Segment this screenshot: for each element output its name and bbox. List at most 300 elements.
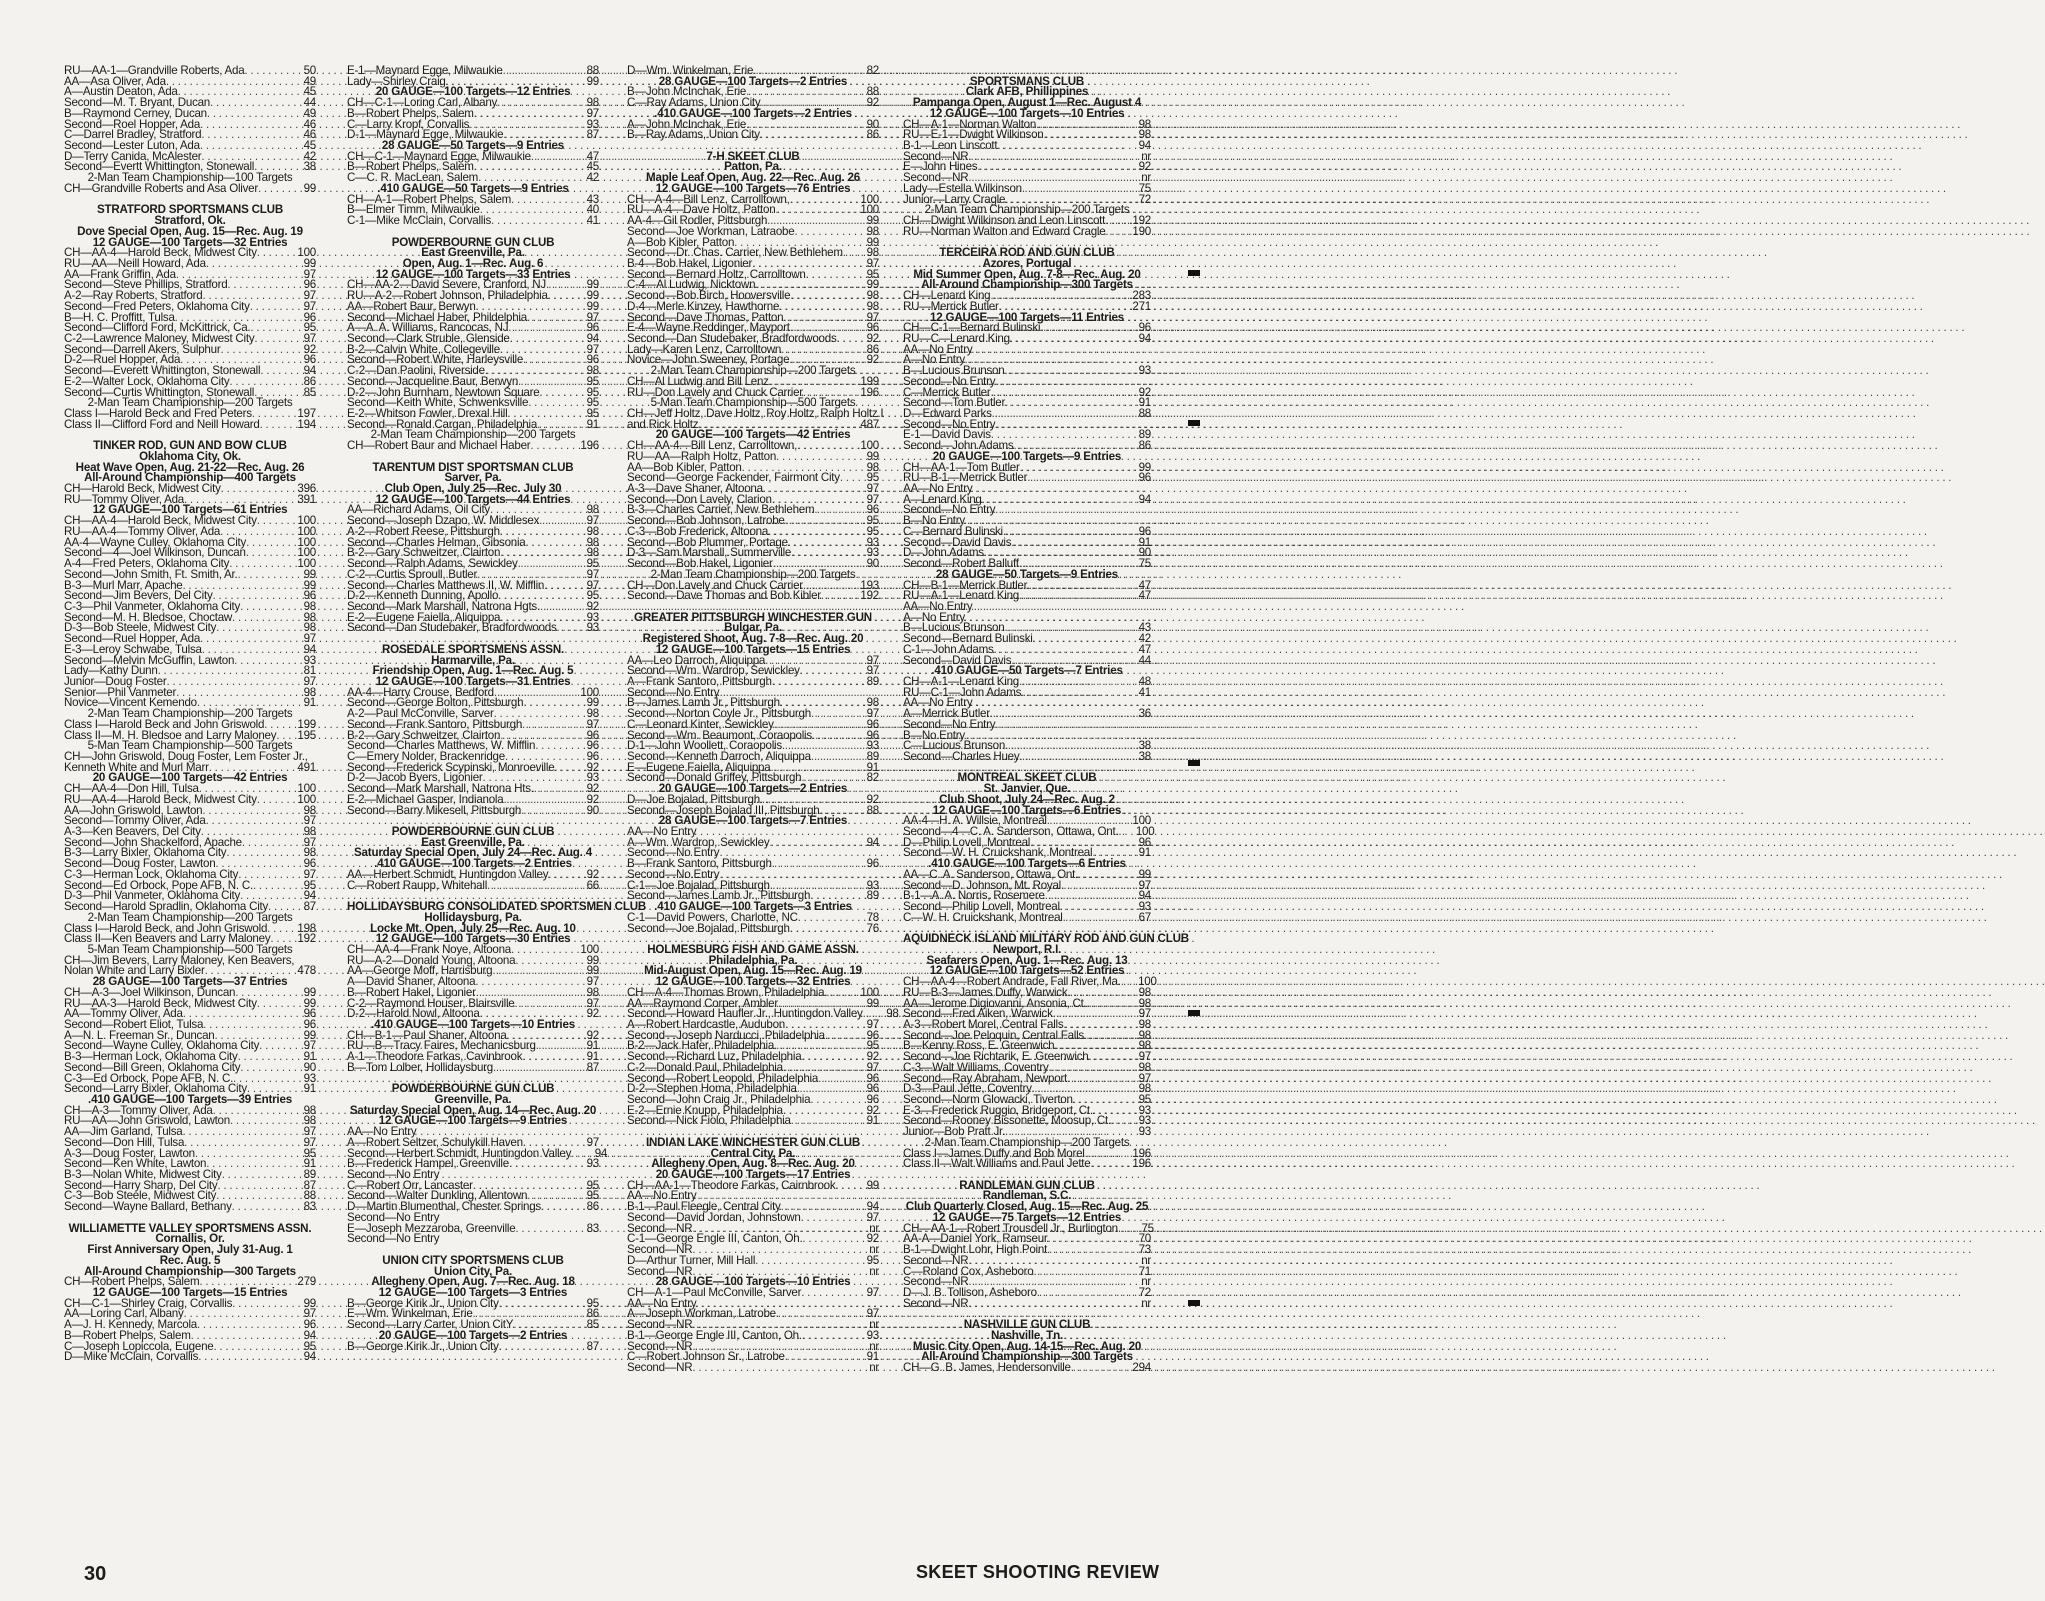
score: 43: [1138, 621, 1151, 635]
score: 87: [586, 128, 599, 142]
score: 96: [866, 857, 879, 871]
shooter-entry: C—Robert Raupp, Whitehall: [347, 878, 488, 892]
score: 87: [303, 900, 316, 914]
shooter-entry: Second—Lester Luton, Ada: [64, 139, 200, 153]
score: 99: [586, 278, 599, 292]
score: 98: [586, 535, 599, 549]
shooter-entry: Second—Barry Mikesell, Pittsburgh: [347, 803, 522, 817]
result-row: [347, 216, 599, 227]
shooter-entry: B-2—Gary Schweitzer, Clairton: [347, 546, 501, 560]
score: 96: [303, 1007, 316, 1021]
shooter-entry: E—Eugene Faiella, Aliquippa: [627, 760, 771, 774]
score: 73: [1138, 1243, 1151, 1257]
shooter-entry: D-2—Jacob Byers, Ligonier: [347, 771, 483, 785]
shooter-entry: C—Bernard Bulinski: [903, 524, 1003, 538]
score: 97: [1138, 1007, 1151, 1021]
shooter-entry: Second—Robert Balluff: [903, 557, 1019, 571]
event-heading: Dove Special Open, Aug. 15—Rec. Aug. 19: [77, 224, 303, 238]
shooter-entry: Second—Bob Hakel, Ligonier: [627, 557, 773, 571]
shooter-entry: Second—Wm. Beaumont, Coraopolis: [627, 728, 812, 742]
shooter-entry: Class I—James Duffy and Bob Morel: [903, 1146, 1085, 1160]
shooter-entry: A—Wm. Wardrop, Sewickley: [627, 835, 770, 849]
score: 97: [1138, 1050, 1151, 1064]
shooter-entry: AA—Frank Griffin, Ada: [64, 267, 176, 281]
shooter-entry: CH—AA-4—Frank Noye, Altoona: [347, 942, 512, 956]
event-heading: Patton, Pa.: [724, 160, 782, 174]
shooter-entry: Second—Charles Helman, Gibsonia: [347, 535, 526, 549]
score: 96: [866, 728, 879, 742]
score: 92: [866, 353, 879, 367]
shooter-entry: C—Lucious Brunson: [903, 739, 1006, 753]
score: 95: [866, 514, 879, 528]
score: 72: [1138, 192, 1151, 206]
score: 49: [303, 74, 316, 88]
result-line: Second—No Entry: [903, 503, 996, 517]
score: 86: [866, 128, 879, 142]
shooter-entry: D-3—Bob Steele, Midwest City: [64, 621, 217, 635]
shooter-entry: Second—Robert White, Harleysville: [347, 353, 524, 367]
score: 99: [1138, 867, 1151, 881]
shooter-entry: Second—George Fackender, Fairmont City: [627, 471, 840, 485]
result-row: [903, 1360, 1151, 1374]
score: 99: [866, 996, 879, 1010]
score: 100: [1132, 814, 1151, 828]
score: 94: [1138, 331, 1151, 345]
score: 98: [586, 985, 599, 999]
shooter-entry: B—Robert Phelps, Salem: [347, 160, 474, 174]
shooter-entry: C-1—Mike McClain, Corvallis: [347, 214, 491, 228]
event-heading: 12 GAUGE—100 Targets—15 Entries: [655, 642, 851, 656]
event-heading: .410 GAUGE—100 Targets—3 Entries: [654, 900, 852, 914]
shooter-entry: RU—B-1—Merrick Butler: [903, 471, 1028, 485]
score: 99: [303, 578, 316, 592]
score: 78: [866, 910, 879, 924]
score: 99: [303, 1296, 316, 1310]
dot-leader: [992, 409, 1121, 420]
score: 66: [586, 878, 599, 892]
score: 92: [303, 342, 316, 356]
score: 95: [866, 1039, 879, 1053]
score: 100: [1138, 975, 1157, 989]
score: 97: [303, 1307, 316, 1321]
shooter-entry: Second—Ruel Hopper, Ada: [64, 632, 201, 646]
shooter-entry: C-1—John Adams: [903, 642, 994, 656]
shooter-entry: Second—NR: [627, 1264, 693, 1278]
shooter-entry: C-1—David Powers, Charlotte, NC: [627, 910, 798, 924]
team-championship-heading: 2-Man Team Championship—200 Targets: [924, 203, 1130, 217]
shooter-entry: RU—A-2—Donald Young, Altoona: [347, 953, 516, 967]
shooter-entry: A—Merrick Butler: [903, 707, 990, 721]
score: 38: [303, 160, 316, 174]
score: 199: [297, 717, 316, 731]
shooter-entry: C-3—Walt Williams, Coventry: [903, 1060, 1049, 1074]
event-heading: All-Around Championship—300 Targets: [84, 1264, 296, 1278]
shooter-entry: RU—AA-4—Harold Beck, Midwest City: [64, 792, 257, 806]
score: 98: [866, 299, 879, 313]
result-row: [64, 181, 316, 195]
score: 97: [303, 331, 316, 345]
score: 97: [586, 514, 599, 528]
score: 98: [1138, 117, 1151, 131]
shooter-entry: AA—C. A. Sanderson, Ottawa, Ont.: [903, 867, 1079, 881]
score: 100: [297, 535, 316, 549]
score: 99: [866, 278, 879, 292]
shooter-entry: RU—Norman Walton and Edward Cragle: [903, 224, 1106, 238]
result-line: AA—No Entry: [903, 342, 973, 356]
shooter-entry: D—Joe Bojalad, Pittsburgh: [627, 792, 760, 806]
score: 98: [303, 621, 316, 635]
result-row: [627, 130, 879, 141]
score: nr: [869, 1339, 879, 1353]
score: 91: [303, 1050, 316, 1064]
result-line: Second—No Entry: [903, 717, 996, 731]
shooter-entry: B—Robert Phelps, Salem: [347, 106, 474, 120]
score: 93: [1138, 1125, 1151, 1139]
results-column-3: [627, 64, 899, 1374]
score: 98: [1138, 1082, 1151, 1096]
score: 91: [586, 1050, 599, 1064]
score: 83: [586, 1221, 599, 1235]
result-row: [627, 591, 879, 602]
event-heading: Azores, Portugal: [982, 256, 1072, 270]
score: 98: [303, 825, 316, 839]
shooter-entry: A—John McInchak, Erie: [627, 117, 747, 131]
shooter-entry: Second—NR: [627, 1360, 693, 1374]
score: 93: [303, 1071, 316, 1085]
result-line: Second—No Entry: [903, 417, 996, 431]
score: 81: [303, 664, 316, 678]
shooter-entry: Second—Ray Abraham, Newport: [903, 1071, 1068, 1085]
score: 96: [866, 1082, 879, 1096]
score: 97: [866, 1060, 879, 1074]
event-heading: Club Shoot, July 24—Rec. Aug. 2: [939, 792, 1115, 806]
shooter-entry: D-2—Kenneth Dunning, Apollo: [347, 589, 499, 603]
score: 294: [1132, 1360, 1151, 1374]
score: 97: [866, 1017, 879, 1031]
shooter-entry: A-3—Ken Beavers, Del City: [64, 825, 201, 839]
score: 95: [303, 1339, 316, 1353]
shooter-entry: C-1—George Engle III, Canton, Oh.: [627, 1232, 803, 1246]
shooter-entry: B-2—Calvin White, Collegeville: [347, 342, 500, 356]
shooter-entry: Lady—Shirley Craig: [347, 74, 446, 88]
score: 100: [860, 439, 879, 453]
club-name: SPORTSMANS CLUB: [969, 74, 1085, 88]
score: 86: [866, 342, 879, 356]
shooter-entry: Second—Dave Thomas, Patton: [627, 310, 784, 324]
shooter-entry: Second—Steve Phillips, Stratford: [64, 278, 228, 292]
shooter-entry: AA—Tommy Oliver, Ada: [64, 1007, 183, 1021]
score: 98: [586, 503, 599, 517]
score: nr: [1141, 1275, 1151, 1289]
shooter-entry: B-1—George Engle III, Canton, Oh.: [627, 1328, 802, 1342]
shooter-entry: Novice—John Sweeney, Portage: [627, 353, 790, 367]
score: nr: [1141, 171, 1151, 185]
score: 86: [303, 374, 316, 388]
score: 94: [303, 642, 316, 656]
shooter-entry: E—Joseph Mezzaroba, Greenville: [347, 1221, 516, 1235]
score: 94: [586, 331, 599, 345]
score: 95: [586, 1189, 599, 1203]
shooter-entry: D-2—Stephen Homa, Philadelphia: [627, 1082, 797, 1096]
shooter-entry: Second—James Lamb Jr., Pittsburgh: [627, 889, 811, 903]
shooter-entry: Second—Nick Fiolo, Philadelphia: [627, 1114, 791, 1128]
score: 93: [586, 1157, 599, 1171]
dot-leader: [1004, 366, 1121, 377]
dot-leader: [990, 709, 1121, 720]
score: 40: [586, 203, 599, 217]
dot-leader: [1063, 913, 1121, 924]
score: 100: [860, 203, 879, 217]
shooter-entry: A—David Shaner, Altoona: [347, 975, 476, 989]
event-heading: Friendship Open, Aug. 1—Rec. Aug. 5: [372, 664, 574, 678]
dot-leader: [232, 1202, 286, 1213]
shooter-entry: C—Merrick Butler: [903, 385, 991, 399]
score: 97: [303, 1039, 316, 1053]
dot-leader: [982, 495, 1121, 506]
shooter-entry: Second—Norton Coyle Jr., Pittsburgh: [627, 707, 811, 721]
shooter-entry: AA—John Griswold, Lawton: [64, 803, 203, 817]
shooter-entry: Second—Ralph Adams, Sewickley: [347, 557, 518, 571]
score: 98: [303, 846, 316, 860]
shooter-entry: CH—Dwight Wilkinson and Leon Linscott: [903, 214, 1106, 228]
shooter-entry: RU—AA-4—Tommy Oliver, Ada: [64, 524, 221, 538]
score: 93: [1138, 1103, 1151, 1117]
shooter-entry: Second—Tommy Oliver, Ada: [64, 814, 206, 828]
score: 87: [586, 1060, 599, 1074]
shooter-entry: CH—AA-4—Harold Beck, Midwest City: [64, 246, 257, 260]
score: 91: [303, 1157, 316, 1171]
score: 47: [1138, 578, 1151, 592]
shooter-entry: Second—Tom Butler: [903, 396, 1006, 410]
score: 95: [303, 321, 316, 335]
shooter-entry: E-3—Frederick Ruggio, Bridgeport, Ct.: [903, 1103, 1093, 1117]
event-heading: East Greenville, Pa.: [421, 246, 525, 260]
event-heading: Randleman, S.C.: [982, 1189, 1072, 1203]
dot-leader: [760, 130, 849, 141]
shooter-entry: CH—B-1—Merrick Butler: [903, 578, 1028, 592]
result-line: AA—No Entry: [903, 599, 973, 613]
score: 97: [866, 707, 879, 721]
shooter-entry: Second—Melvin McGuffin, Lawton: [64, 653, 235, 667]
score: 70: [1138, 1232, 1151, 1246]
score: 97: [586, 717, 599, 731]
shooter-entry: AA-4—Harry Crouse, Bedford: [347, 685, 494, 699]
shooter-entry: Second—Wm. Wardrop, Sewickley: [627, 664, 800, 678]
event-heading: Allegheny Open, Aug. 8—Rec. Aug. 20: [651, 1157, 855, 1171]
shooter-entry: C-3—Herman Lock, Oklahoma City: [64, 867, 239, 881]
event-heading: 12 GAUGE—100 Targets—3 Entries: [378, 1285, 568, 1299]
score: 41: [1138, 685, 1151, 699]
result-line: CH—Jeff Holtz, Dave Holtz, Roy Holtz, Ralph Holtz.I: [627, 407, 884, 420]
shooter-entry: B—Tom Lolber, Hollidaysburg: [347, 1060, 493, 1074]
shooter-entry: Second—NR: [903, 1296, 969, 1310]
shooter-entry: A—A. A. Williams, Rancocas, NJ: [347, 321, 509, 335]
event-heading: 20 GAUGE—100 Targets—17 Entries: [655, 1168, 851, 1182]
score: 92: [866, 1103, 879, 1117]
score: 91: [866, 1114, 879, 1128]
page-number: 30: [84, 1563, 107, 1585]
event-heading: 12 GAUGE—100 Targets—61 Entries: [92, 503, 288, 517]
shooter-entry: RU—E-1—Dwight Wilkinson: [903, 128, 1044, 142]
shooter-entry: Class II—Ken Beavers and Larry Maloney: [64, 932, 271, 946]
shooter-entry: Second—Donald Griffey, Pittsburgh: [627, 771, 802, 785]
result-line: B—No Entry: [903, 514, 965, 528]
event-heading: 12 GAUGE—100 Targets—32 Entries: [655, 975, 851, 989]
event-heading: Music City Open, Aug. 14-15—Rec. Aug. 20: [912, 1339, 1142, 1353]
shooter-entry: Second—Philip Lovell, Montreal: [903, 900, 1060, 914]
score: 89: [866, 674, 879, 688]
shooter-entry: Second—Curtis Whittington, Stonewall: [64, 385, 255, 399]
score: 98: [866, 460, 879, 474]
event-heading: All-Around Championship—300 Targets: [921, 1350, 1133, 1364]
score: 90: [1138, 546, 1151, 560]
event-heading: Union City, Pa.: [434, 1264, 512, 1278]
dot-leader: [258, 184, 286, 195]
score: 97: [303, 299, 316, 313]
result-row: [64, 1352, 316, 1363]
shooter-entry: B-3—Nolan White, Midwest City: [64, 1168, 222, 1182]
dot-leader: [487, 881, 569, 892]
score: 96: [866, 503, 879, 517]
score: 100: [297, 246, 316, 260]
dot-leader: [1019, 591, 1121, 602]
event-heading: 28 GAUGE—100 Targets—7 Entries: [658, 814, 848, 828]
event-heading: 20 GAUGE—100 Targets—12 Entries: [375, 85, 571, 99]
result-line: CH—John Griswold, Doug Foster, Lem Foster Jr.,: [64, 750, 308, 763]
event-heading: All-Around Championship—300 Targets: [921, 278, 1133, 292]
score: 45: [303, 139, 316, 153]
club-name: HOLMESBURG FISH AND GAME ASSN.: [647, 942, 859, 956]
shooter-entry: Second—Charles Huey: [903, 750, 1020, 763]
shooter-entry: Second—Wayne Culley, Oklahoma City: [64, 1039, 260, 1053]
shooter-entry: B-1—Paul Fleegle, Central City: [627, 1200, 781, 1214]
dot-leader: [515, 1224, 569, 1235]
event-heading: Greenville, Pa.: [434, 1093, 512, 1106]
score: 42: [586, 171, 599, 185]
shooter-entry: Second—Dr. Chas. Carrier, New Bethlehem: [627, 246, 843, 260]
shooter-entry: AA—Jim Garland, Tulsa: [64, 1125, 183, 1139]
shooter-entry: RU—C—Lenard King: [903, 331, 1010, 345]
shooter-entry: A-3—Doug Foster, Lawton: [64, 1146, 195, 1160]
shooter-entry: D-3—Sam Marshall, Summerville: [627, 546, 792, 560]
score: 95: [586, 396, 599, 410]
page-edge-mark: [1188, 1300, 1200, 1306]
score: nr: [869, 1264, 879, 1278]
score: 90: [866, 557, 879, 571]
event-heading: Mid-August Open, Aug. 15—Rec. Aug. 19: [644, 964, 862, 978]
score: 96: [303, 353, 316, 367]
score: 94: [1138, 139, 1151, 153]
score: 99: [866, 1178, 879, 1192]
score: 89: [1138, 428, 1151, 442]
score: 97: [586, 996, 599, 1010]
score: 95: [866, 1253, 879, 1267]
shooter-entry: C—Roland Cox, Asheboro: [903, 1264, 1034, 1278]
score: 95: [586, 557, 599, 571]
shooter-entry: A—Joseph Workman, Latrobe: [627, 1307, 776, 1321]
shooter-entry: Second—Jacqueline Baur, Berwyn: [347, 374, 519, 388]
score: 192: [860, 589, 879, 603]
shooter-entry: Second—Joe Peloquin, Central Falls: [903, 1028, 1084, 1042]
dot-leader: [790, 924, 849, 935]
event-heading: Bulgar, Pa.: [724, 621, 782, 635]
event-heading: 28 GAUGE—100 Targets—2 Entries: [658, 74, 848, 88]
shooter-entry: Second—Dave Thomas and Bob Kibler: [627, 589, 821, 603]
result-row: [64, 1202, 316, 1213]
score: 98: [1138, 1028, 1151, 1042]
shooter-entry: Class I—Harold Beck, and John Griswold: [64, 921, 268, 935]
shooter-entry: D-1—John Woollett, Coraopolis: [627, 739, 782, 753]
score: 92: [866, 331, 879, 345]
score: 96: [866, 321, 879, 335]
score: 88: [1138, 407, 1151, 420]
event-heading: .410 GAUGE—100 Targets—6 Entries: [928, 857, 1126, 871]
shooter-entry: Second—Ken White, Lawton: [64, 1157, 207, 1171]
score: 98: [586, 96, 599, 110]
score: 88: [866, 85, 879, 99]
dot-leader: [541, 1202, 569, 1213]
dot-leader: [1105, 227, 1121, 238]
score: 75: [1138, 181, 1151, 195]
shooter-entry: Second—NR: [627, 1339, 693, 1353]
score: 98: [303, 610, 316, 624]
shooter-entry: Second—Frank Santoro, Pittsburgh: [347, 717, 523, 731]
shooter-entry: Class I—Harold Beck and John Griswold: [64, 717, 265, 731]
score: 196: [580, 439, 599, 453]
dot-leader: [821, 591, 849, 602]
event-heading: Locke Mt. Open, July 25—Rec. Aug. 10: [370, 921, 576, 935]
score: 97: [866, 1210, 879, 1224]
shooter-entry: D-2—Ruel Hopper, Ada: [64, 353, 181, 367]
score: 97: [303, 632, 316, 646]
score: 75: [1138, 557, 1151, 571]
score: 487: [860, 417, 879, 431]
club-name: POWDERBOURNE GUN CLUB: [391, 235, 555, 249]
score: 88: [866, 803, 879, 817]
event-heading: Harmarville, Pa.: [431, 653, 515, 667]
shooter-entry: AA-4—Gil Rodler, Pittsburgh: [627, 214, 768, 228]
shooter-entry: B—Frank Santoro, Pittsburgh: [627, 857, 772, 871]
shooter-entry: Nolan White and Larry Bixler: [64, 964, 205, 978]
event-heading: Hollidaysburg, Pa.: [424, 910, 522, 924]
dot-leader: [491, 216, 569, 227]
score: 97: [586, 975, 599, 989]
shooter-entry: Second—NR: [903, 1275, 969, 1289]
score: nr: [869, 1221, 879, 1235]
club-name: TARENTUM DIST SPORTSMAN CLUB: [372, 460, 574, 474]
shooter-entry: D-3—Paul Jette, Coventry: [903, 1082, 1032, 1096]
team-championship-heading: 2-Man Team Championship—100 Targets: [87, 171, 293, 185]
score: 95: [586, 374, 599, 388]
score: 96: [586, 353, 599, 367]
score: 96: [1138, 471, 1151, 485]
shooter-entry: B—Kenny Ross, E. Greenwich: [903, 1039, 1055, 1053]
shooter-entry: Second—Rooney Bissonette, Moosup, Ct.: [903, 1114, 1111, 1128]
score: 92: [866, 1050, 879, 1064]
score: 89: [866, 750, 879, 763]
shooter-entry: Junior—Bob Pratt Jr.: [903, 1125, 1005, 1139]
shooter-entry: A-1—Theodore Farkas, Cavinbrook: [347, 1050, 523, 1064]
shooter-entry: C-3—Bob Frederick, Altoona: [627, 524, 769, 538]
shooter-entry: C-2—Lawrence Maloney, Midwest City: [64, 331, 255, 345]
score: 71: [1138, 1264, 1151, 1278]
result-line: Second—No Entry: [627, 846, 720, 860]
shooter-entry: C—Robert Orr, Lancaster: [347, 1178, 473, 1192]
shooter-entry: Second—Fred Peters, Oklahoma City: [64, 299, 250, 313]
score: 98: [866, 289, 879, 303]
score: 94: [866, 835, 879, 849]
shooter-entry: C-4—Al Ludwig, Nicktown: [627, 278, 756, 292]
